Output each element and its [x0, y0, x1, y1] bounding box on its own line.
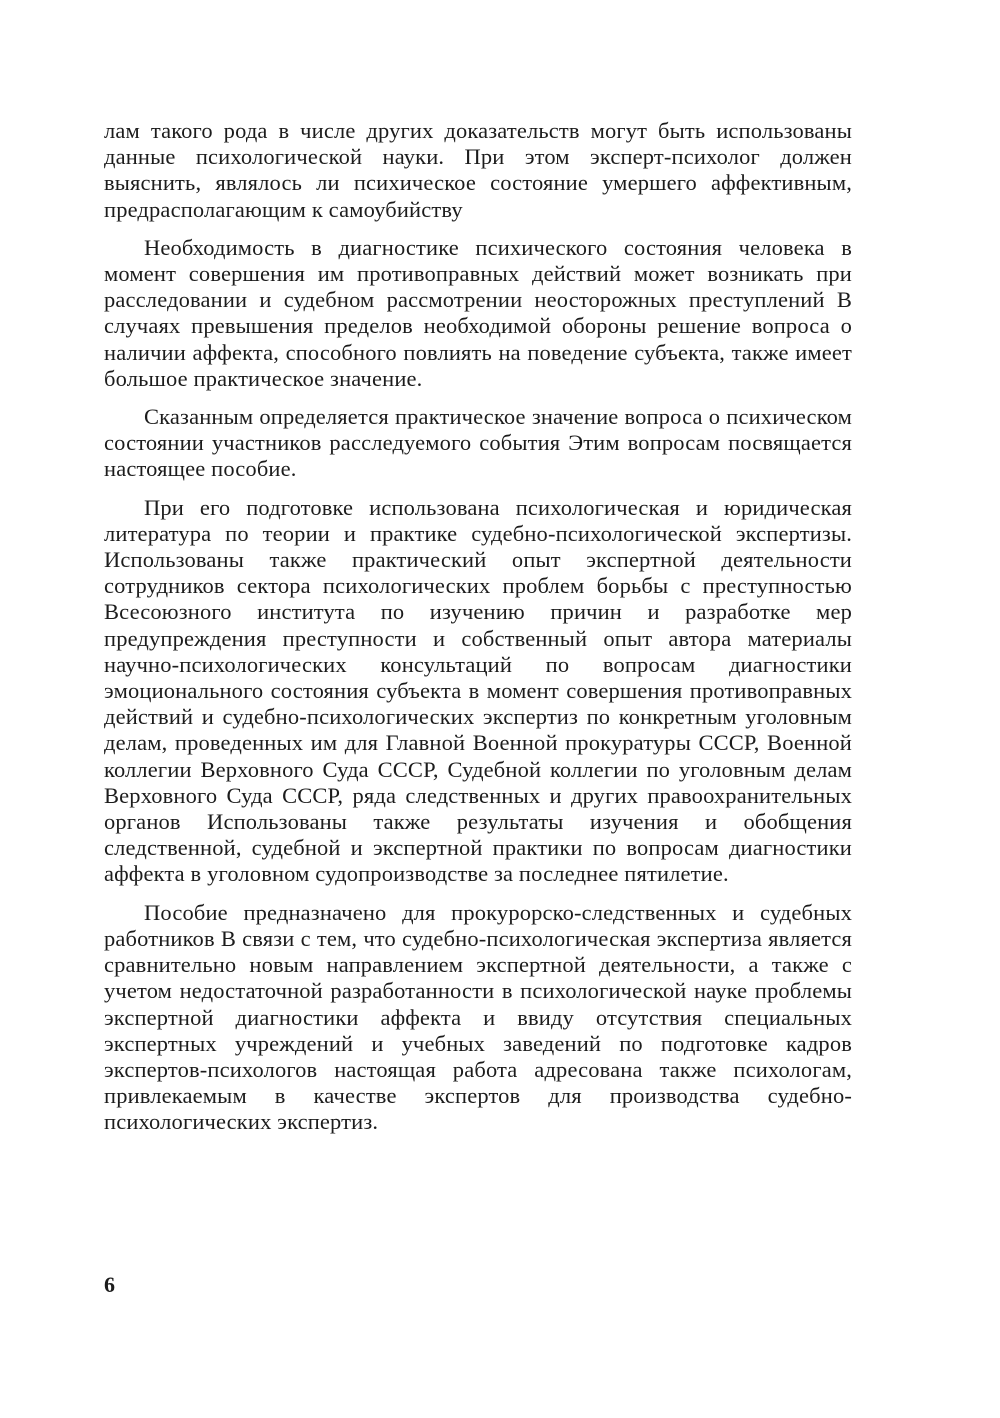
paragraph-2: Необходимость в диагностике психического состояния человека в момент совершения им противоправных действий может возникать при расследовании и судебном рассмотрении неосторожных преступлений В случаях превышения пределов необходимой обороны решение вопроса о наличии аффекта, способного повлиять на поведение субъекта, также имеет большое практическое значение.: [104, 234, 852, 391]
paragraph-5: Пособие предназначено для прокурорско-следственных и судебных работников В связи с тем, что судебно-психологическая экспертиза является сравнительно новым направлением экспертной деятельности, а также с учетом недостаточной разработанности в психологической науке проблемы экспертной диагностики аффекта и ввиду отсутствия специальных экспертных учреждений и учебных заведений по подготовке кадров экспертов-психологов настоящая работа адресована также психологам, привлекаемым в качестве экспертов для производства судебно-психологических экспертиз.: [104, 899, 852, 1135]
paragraph-1: лам такого рода в числе других доказательств могут быть использованы данные психологической науки. При этом эксперт-психолог должен выяснить, являлось ли психическое состояние умершего аффективным, предрасполагающим к самоубийству: [104, 118, 852, 222]
paragraph-4: При его подготовке использована психологическая и юридическая литература по теории и практике судебно-психологической экспертизы. Использованы также практический опыт экспертной деятельности сотрудников сектора психологических проблем борьбы с преступностью Всесоюзного института по изучению причин и разработке мер предупреждения преступности и собственный опыт автора материалы научно-психологических консультаций по вопросам диагностики эмоционального состояния субъекта в момент совершения противоправных действий и судебно-психологических экспертиз по конкретным уголовным делам, проведенных им для Главной Военной прокуратуры СССР, Военной коллегии Верховного Суда СССР, Судебной коллегии по уголовным делам Верховного Суда СССР, ряда следственных и других правоохранительных органов Использованы также результаты изучения и обобщения следственной, судебной и экспертной практики по вопросам диагностики аффекта в уголовном судопроизводстве за последнее пятилетие.: [104, 494, 852, 887]
paragraph-3: Сказанным определяется практическое значение вопроса о психическом состоянии участников расследуемого события Этим вопросам посвящается настоящее пособие.: [104, 404, 852, 482]
page-number: 6: [104, 1272, 115, 1297]
page-body: [104, 118, 852, 1148]
